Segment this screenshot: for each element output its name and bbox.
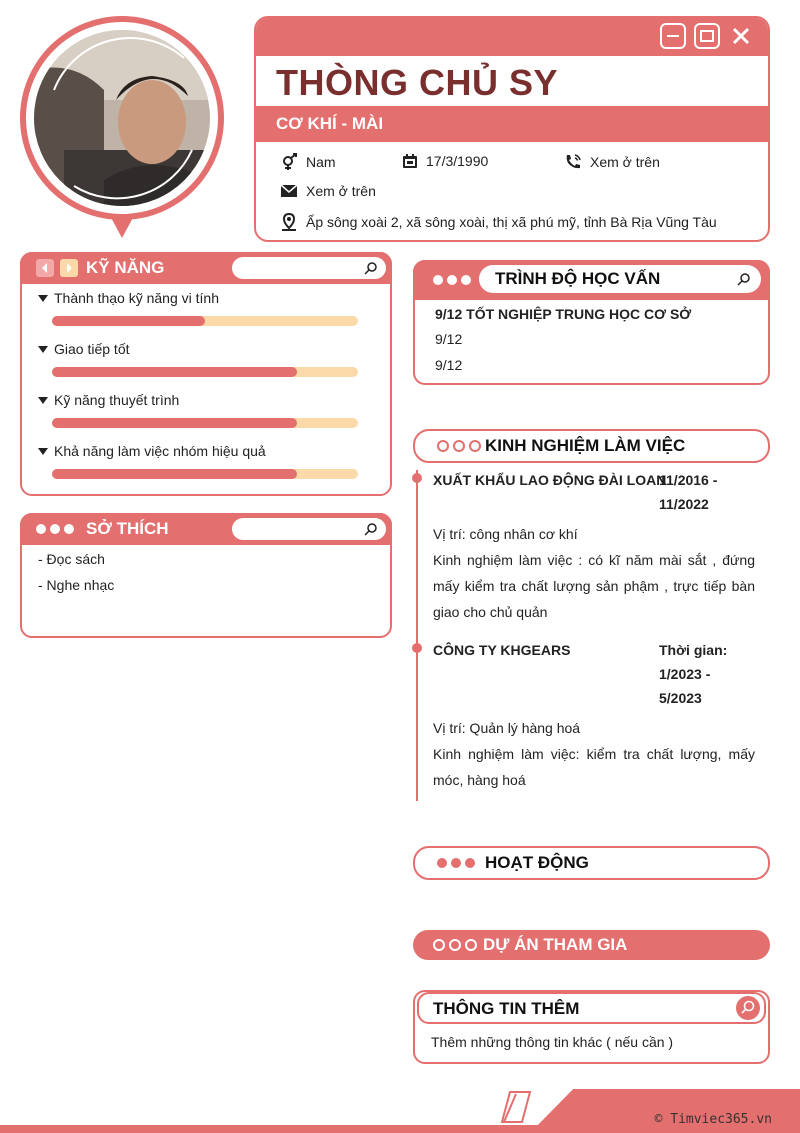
projects-header — [413, 930, 770, 960]
job-time: 11/2022 — [659, 496, 709, 512]
search-icon[interactable] — [736, 996, 760, 1020]
skill-item — [38, 392, 179, 408]
job-position: Vị trí: Quản lý hàng hoá — [433, 720, 581, 736]
phone-value: Xem ở trên — [590, 154, 660, 170]
job-company: CÔNG TY KHGEARS — [433, 642, 571, 658]
skill-bar — [52, 418, 358, 428]
dots-icon — [437, 858, 475, 868]
skills-title: KỸ NĂNG — [86, 258, 165, 277]
education-degree: 9/12 TỐT NGHIỆP TRUNG HỌC CƠ SỞ — [435, 306, 692, 322]
gender-value: Nam — [306, 154, 336, 170]
footer-watermark: © Timviec365.vn — [654, 1112, 772, 1127]
prev-arrow-icon[interactable] — [36, 259, 54, 277]
skills-section — [20, 252, 392, 496]
next-arrow-icon[interactable] — [60, 259, 78, 277]
hobbies-search-input[interactable] — [232, 518, 386, 540]
maximize-icon[interactable] — [694, 23, 720, 49]
dots-outline-icon — [437, 440, 481, 452]
activities-header — [413, 846, 770, 880]
more-info-header — [417, 992, 766, 1024]
job-description: giao cho chủ quản — [433, 604, 548, 620]
experience-title: KINH NGHIỆM LÀM VIỆC — [485, 436, 686, 455]
experience-header — [413, 429, 770, 463]
education-title: TRÌNH ĐỘ HỌC VẤN — [495, 269, 661, 288]
skill-label: Thành thạo kỹ năng vi tính — [54, 290, 219, 306]
job-time: 11/2016 - — [659, 472, 718, 488]
search-icon[interactable] — [737, 272, 751, 286]
collapse-triangle-icon[interactable] — [38, 346, 48, 353]
hobby-item: - Đọc sách — [38, 551, 105, 567]
collapse-triangle-icon[interactable] — [38, 295, 48, 302]
projects-title: DỰ ÁN THAM GIA — [483, 935, 628, 954]
footer-slash-icon — [496, 1090, 536, 1124]
header-window-bar — [256, 18, 768, 56]
email-row — [280, 183, 376, 199]
phone-icon — [564, 153, 582, 171]
activities-title: HOẠT ĐỘNG — [485, 853, 589, 872]
birthdate-row — [402, 153, 488, 169]
education-header — [413, 260, 770, 300]
search-icon[interactable] — [364, 261, 378, 275]
job-time: 1/2023 - — [659, 666, 711, 682]
address-value: Ấp sông xoài 2, xã sông xoài, thị xã phú mỹ, tỉnh Bà Rịa Vũng Tàu — [306, 214, 717, 230]
gender-row — [280, 153, 336, 171]
skill-bar — [52, 316, 358, 326]
avatar-frame — [20, 16, 224, 220]
skill-bar-fill — [52, 316, 205, 326]
phone-row — [564, 153, 660, 171]
birthdate-value: 17/3/1990 — [426, 153, 489, 169]
candidate-name: THÒNG CHỦ SY — [276, 62, 559, 103]
email-value: Xem ở trên — [306, 183, 376, 199]
job-title: CƠ KHÍ - MÀI — [256, 106, 768, 142]
job-company: XUẤT KHẨU LAO ĐỘNG ĐÀI LOAN — [433, 472, 667, 488]
calendar-icon — [402, 153, 418, 169]
skill-item — [38, 290, 219, 306]
skills-search-input[interactable] — [232, 257, 386, 279]
timeline-dot — [412, 473, 422, 483]
dots-icon — [36, 524, 74, 534]
hobbies-title: SỞ THÍCH — [86, 519, 169, 538]
education-line: 9/12 — [435, 331, 463, 347]
search-icon[interactable] — [364, 522, 378, 536]
job-time: 5/2023 — [659, 690, 702, 706]
education-line: 9/12 — [435, 357, 463, 373]
job-time-label: Thời gian: — [659, 642, 728, 658]
timeline-line — [416, 470, 418, 801]
job-position: Vị trí: công nhân cơ khí — [433, 526, 578, 542]
collapse-triangle-icon[interactable] — [38, 397, 48, 404]
dots-outline-icon — [433, 939, 477, 951]
minimize-icon[interactable] — [660, 23, 686, 49]
more-info-text: Thêm những thông tin khác ( nếu cần ) — [431, 1034, 674, 1050]
more-info-section — [413, 990, 770, 1064]
skill-label: Giao tiếp tốt — [54, 341, 130, 357]
hobbies-section — [20, 513, 392, 638]
skill-label: Kỹ năng thuyết trình — [54, 392, 180, 408]
gender-icon — [280, 153, 298, 171]
timeline-dot — [412, 643, 422, 653]
education-title-pill — [479, 265, 761, 293]
skill-label: Khả năng làm việc nhóm hiệu quả — [54, 443, 266, 459]
close-icon[interactable] — [728, 23, 754, 49]
job-description: Kinh nghiệm làm việc : có kĩ năm mài sắt , đứng — [433, 552, 755, 568]
skills-header — [20, 252, 392, 284]
hobbies-header — [20, 513, 392, 545]
education-section — [413, 260, 770, 385]
mail-icon — [280, 184, 298, 198]
skill-bar-fill — [52, 469, 297, 479]
dots-icon — [433, 275, 471, 285]
job-description: Kinh nghiệm làm việc: kiểm tra chất lượng, mấy — [433, 746, 755, 762]
job-description: mấy kiểm tra chất lượng sản phậm , trực tiếp bàn — [433, 578, 755, 594]
skill-item — [38, 443, 266, 459]
skill-item — [38, 341, 130, 357]
skill-bar — [52, 367, 358, 377]
hobby-item: - Nghe nhạc — [38, 577, 115, 593]
collapse-triangle-icon[interactable] — [38, 448, 48, 455]
location-icon — [280, 213, 298, 231]
profile-header-card — [254, 16, 770, 242]
job-description: móc, hàng hoá — [433, 772, 526, 788]
address-row — [280, 213, 717, 231]
skill-bar-fill — [52, 367, 297, 377]
skill-bar-fill — [52, 418, 297, 428]
skill-bar — [52, 469, 358, 479]
avatar — [34, 30, 210, 206]
more-info-title: THÔNG TIN THÊM — [433, 999, 580, 1018]
